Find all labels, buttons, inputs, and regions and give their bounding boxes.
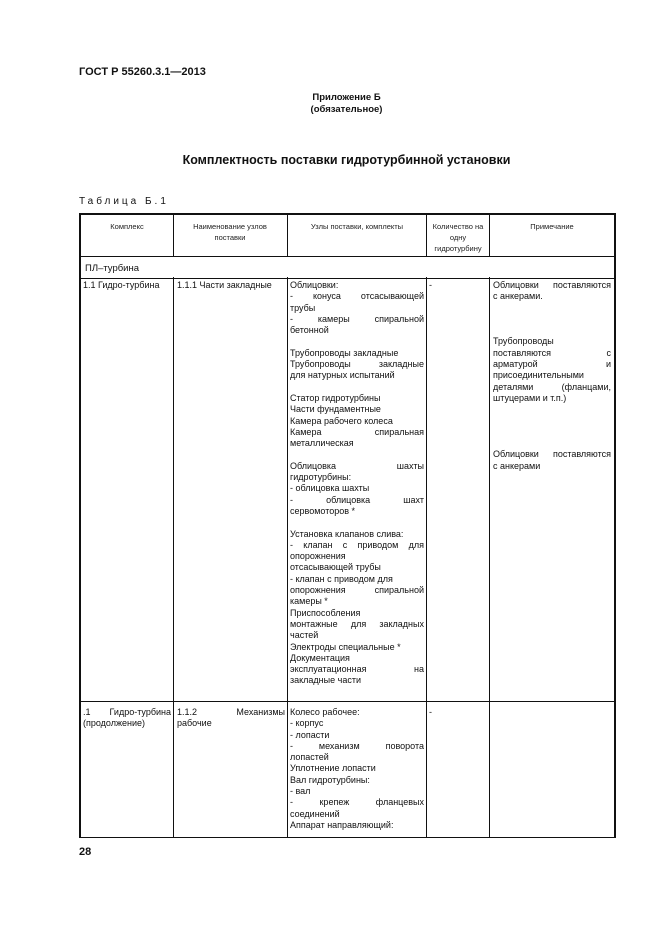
annex-title: Приложение Б — [312, 92, 381, 103]
cell-line: - клапан с приводом для — [290, 573, 393, 584]
row2-complex — [83, 707, 171, 730]
cell-line: - механизм поворота — [290, 740, 424, 751]
blank-line — [493, 416, 611, 427]
cell-line: - вал — [290, 786, 311, 797]
row1-kits-list — [290, 280, 424, 687]
blank-line — [493, 314, 611, 325]
cell-line: штуцерами и т.п.) — [493, 392, 567, 403]
section-row-mask — [488, 257, 491, 277]
row1-notes — [493, 280, 611, 472]
col-header-quantity: Количество на одну гидротурбину — [432, 222, 484, 253]
cell-line: поставляются с — [493, 347, 611, 358]
table-caption: Таблица Б.1 — [79, 196, 169, 207]
row-divider — [79, 278, 616, 279]
cell-line: Уплотнение лопасти — [290, 763, 376, 774]
cell-line: Камера спиральная — [290, 426, 424, 437]
cell-line: эксплуатационная на — [290, 664, 424, 675]
col-divider — [426, 213, 427, 838]
col-divider — [489, 213, 490, 838]
cell-line: отсасывающей трубы — [290, 562, 381, 573]
cell-line: арматурой и — [493, 359, 611, 370]
cell-line: Электроды специальные * — [290, 641, 401, 652]
cell-line: Облицовка шахты — [290, 460, 424, 471]
cell-line: Статор гидротурбины — [290, 392, 381, 403]
delivery-table — [79, 213, 616, 838]
cell-line: с анкерами — [493, 460, 541, 471]
col-header-complex: Комплекс — [110, 222, 144, 231]
section-label: ПЛ–турбина — [85, 263, 140, 274]
cell-line: Вал гидротурбины: — [290, 774, 370, 785]
col-header-note: Примечание — [530, 222, 574, 231]
row1-complex: 1.1 Гидро-турбина — [83, 280, 160, 290]
col-divider — [287, 213, 288, 838]
blank-line — [493, 325, 611, 336]
row2-complex-line: (продолжение) — [83, 718, 146, 729]
header-divider — [79, 256, 616, 257]
row2-complex-line: .1 Гидро-турбина — [83, 707, 171, 717]
row2-units-name-line: 1.1.2 Механизмы — [177, 707, 285, 717]
cell-line: - корпус — [290, 718, 324, 729]
cell-line: Трубопроводы закладные — [290, 359, 424, 370]
blank-line — [493, 404, 611, 415]
blank-line — [290, 382, 424, 393]
cell-line: Документация — [290, 652, 350, 663]
col-header-units-kits: Узлы поставки, комплекты — [310, 222, 404, 231]
cell-line: сервомоторов * — [290, 505, 356, 516]
annex-heading — [0, 92, 661, 116]
blank-line — [493, 438, 611, 449]
cell-line: Облицовки: — [290, 280, 339, 290]
col-divider — [173, 213, 174, 838]
cell-line: бетонной — [290, 325, 329, 336]
row2-kits-list — [290, 707, 424, 831]
cell-line: частей — [290, 630, 319, 641]
blank-line — [493, 427, 611, 438]
cell-line: - облицовка шахт — [290, 494, 424, 505]
cell-line: деталями (фланцами, — [493, 381, 611, 392]
cell-line: - камеры спиральной — [290, 313, 424, 324]
col-header-units-name: Наименование узлов поставки — [193, 222, 267, 242]
table-border-bottom — [79, 837, 616, 838]
cell-line: трубы — [290, 302, 316, 313]
cell-line: камеры * — [290, 596, 328, 607]
document-code: ГОСТ Р 55260.3.1—2013 — [79, 66, 206, 78]
row1-units-name: 1.1.1 Части закладные — [177, 280, 272, 290]
cell-line: Облицовки поставляются — [493, 280, 611, 290]
cell-line: гидротурбины: — [290, 472, 352, 483]
cell-line: металлическая — [290, 438, 354, 449]
row2-quantity: - — [429, 707, 432, 717]
cell-line: - клапан с приводом для — [290, 539, 424, 550]
cell-line: - лопасти — [290, 729, 330, 740]
blank-line — [290, 336, 424, 347]
cell-line: - облицовка шахты — [290, 483, 370, 494]
table-border-left — [79, 213, 81, 838]
blank-line — [493, 303, 611, 314]
page-title: Комплектность поставки гидротурбинной установки — [182, 153, 511, 167]
cell-line: Аппарат направляющий: — [290, 819, 394, 830]
section-row-mask — [172, 257, 175, 277]
cell-line: монтажные для закладных — [290, 618, 424, 629]
row-divider — [79, 701, 616, 702]
table-border-top — [79, 213, 616, 215]
cell-line: Части фундаментные — [290, 404, 381, 415]
row2-units-name-line: рабочие — [177, 718, 212, 729]
cell-line: Приспособления — [290, 607, 361, 618]
blank-line — [290, 449, 424, 460]
cell-line: с анкерами. — [493, 291, 543, 302]
cell-line: - крепеж фланцевых — [290, 797, 424, 808]
cell-line: закладные части — [290, 675, 361, 686]
page-number: 28 — [79, 846, 92, 858]
cell-line: соединений — [290, 808, 340, 819]
cell-line: опорожнения спиральной — [290, 585, 424, 596]
cell-line: Камера рабочего колеса — [290, 415, 393, 426]
cell-line: - конуса отсасывающей — [290, 291, 424, 302]
section-row-mask — [425, 257, 428, 277]
section-row-mask — [286, 257, 289, 277]
table-border-right — [614, 213, 616, 838]
cell-line: Облицовки поставляются — [493, 449, 611, 460]
cell-line: Трубопроводы закладные — [290, 347, 399, 358]
cell-line: опорожнения — [290, 551, 346, 562]
row1-quantity: - — [429, 280, 432, 290]
row2-units-name — [177, 707, 285, 730]
blank-line — [290, 517, 424, 528]
cell-line: Установка клапанов слива: — [290, 528, 404, 539]
cell-line: Трубопроводы — [493, 336, 554, 347]
annex-status: (обязательное) — [310, 104, 383, 115]
cell-line: присоединительными — [493, 370, 584, 381]
cell-line: для натурных испытаний — [290, 370, 395, 381]
cell-line: Колесо рабочее: — [290, 707, 360, 717]
cell-line: лопастей — [290, 752, 329, 763]
